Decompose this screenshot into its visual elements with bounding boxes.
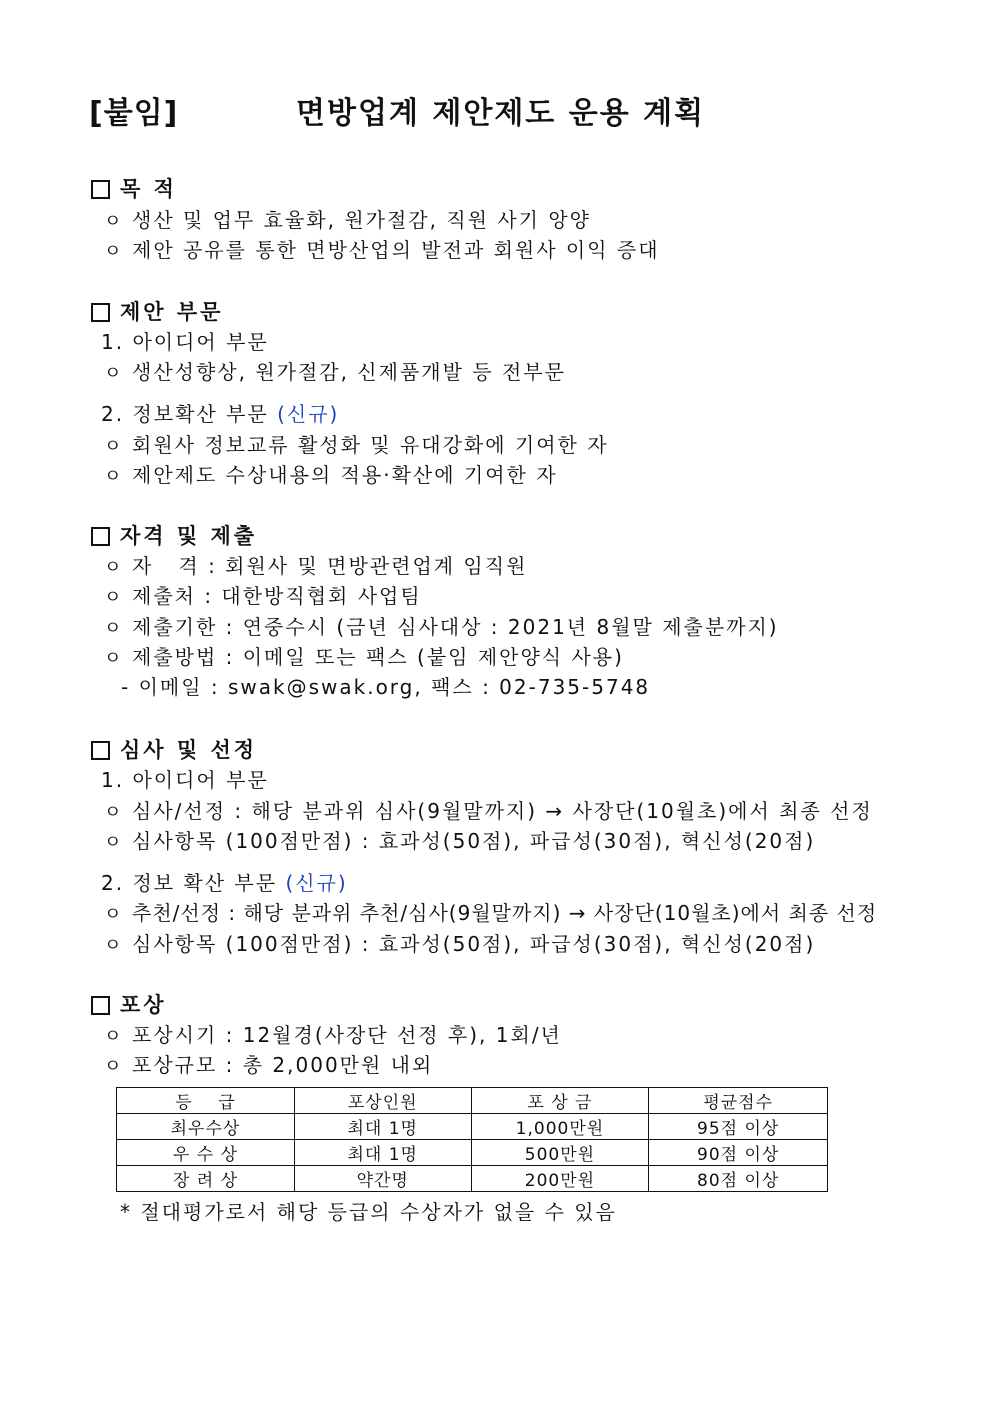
subsection-label-text: 2. 정보확산 부문 [101, 402, 269, 426]
table-cell: 최대 1명 [294, 1114, 471, 1140]
bullet-circle-icon: ㅇ [104, 935, 124, 956]
bullet-circle-icon: ㅇ [104, 211, 124, 232]
list-item [104, 897, 877, 926]
list-item-text: 생산성향상, 원가절감, 신제품개발 등 전부문 [132, 360, 566, 384]
table-header-cell: 포 상 금 [471, 1088, 649, 1114]
table-header-cell: 포상인원 [294, 1088, 471, 1114]
table-cell: 장 려 상 [117, 1166, 295, 1192]
checkbox-square-icon [91, 180, 110, 199]
table-row [117, 1166, 828, 1192]
section-heading-purpose-label: 목 적 [120, 177, 177, 201]
list-item [104, 204, 591, 233]
new-badge: (신규) [277, 402, 340, 426]
list-item [104, 611, 779, 640]
table-row [117, 1140, 828, 1166]
bullet-circle-icon: ㅇ [104, 904, 123, 925]
list-item-text: 제안제도 수상내용의 적용·확산에 기여한 자 [132, 463, 558, 487]
subsection-label: 1. 아이디어 부문 [101, 768, 269, 792]
section-heading-purpose [91, 173, 177, 203]
bullet-circle-icon: ㅇ [104, 587, 124, 608]
section-heading-fields [91, 296, 223, 326]
list-item-text: 회원사 정보교류 활성화 및 유대강화에 기여한 자 [132, 433, 609, 457]
list-item-text: 제출방법 : 이메일 또는 팩스 (붙임 제안양식 사용) [132, 645, 624, 669]
section-heading-eligibility [91, 520, 257, 550]
bullet-circle-icon: ㅇ [104, 557, 124, 578]
section-heading-eligibility-label: 자격 및 제출 [120, 524, 258, 548]
list-item-text: 포상규모 : 총 2,000만원 내외 [132, 1053, 434, 1077]
new-badge: (신규) [285, 871, 348, 895]
table-cell: 최대 1명 [294, 1140, 471, 1166]
section-heading-review [91, 734, 257, 764]
table-cell: 500만원 [471, 1140, 649, 1166]
bullet-circle-icon: ㅇ [104, 832, 124, 853]
bullet-circle-icon: ㅇ [104, 241, 124, 262]
list-item-text: 심사/선정 : 해당 분과위 심사(9월말까지) → 사장단(10월초)에서 최종 선정 [132, 799, 873, 823]
list-item-text: 자 격 : 회원사 및 면방관련업계 임직원 [132, 554, 528, 578]
table-header-cell: 평균점수 [649, 1088, 828, 1114]
section-heading-review-label: 심사 및 선정 [120, 738, 258, 762]
table-cell: 80점 이상 [649, 1166, 828, 1192]
list-item-text: 제출기한 : 연중수시 (금년 심사대상 : 2021년 8월말 제출분까지) [132, 615, 779, 639]
checkbox-square-icon [91, 741, 110, 760]
list-item-text: 심사항목 (100점만점) : 효과성(50점), 파급성(30점), 혁신성(20점) [132, 932, 816, 956]
list-item-text: 생산 및 업무 효율화, 원가절감, 직원 사기 앙양 [132, 208, 591, 232]
contact-line: - 이메일 : swak@swak.org, 팩스 : 02-735-5748 [121, 675, 651, 699]
list-item-text: 제안 공유를 통한 면방산업의 발전과 회원사 이익 증대 [132, 238, 660, 262]
list-item [104, 1019, 562, 1048]
table-cell: 1,000만원 [471, 1114, 649, 1140]
list-item [104, 825, 815, 854]
checkbox-square-icon [91, 996, 110, 1015]
bullet-circle-icon: ㅇ [104, 618, 124, 639]
subsection-label [101, 398, 339, 427]
list-item [104, 1049, 433, 1078]
table-cell: 95점 이상 [649, 1114, 828, 1140]
subsection-label-text: 2. 정보 확산 부문 [101, 871, 278, 895]
table-cell: 200만원 [471, 1166, 649, 1192]
list-item [104, 928, 815, 957]
page-title: 면방업계 제안제도 운용 계획 [296, 96, 706, 131]
list-item-text: 포상시기 : 12월경(사장단 선정 후), 1회/년 [132, 1023, 562, 1047]
list-item-text: 추천/선정 : 해당 분과위 추천/심사(9월말까지) → 사장단(10월초)에서 최종 선정 [132, 901, 878, 925]
bullet-circle-icon: ㅇ [104, 466, 124, 487]
list-item-text: 심사항목 (100점만점) : 효과성(50점), 파급성(30점), 혁신성(20점) [132, 829, 816, 853]
subsection-label [101, 867, 348, 896]
bullet-circle-icon: ㅇ [104, 1026, 124, 1047]
bullet-circle-icon: ㅇ [104, 802, 124, 823]
section-heading-fields-label: 제안 부문 [120, 300, 224, 324]
list-item [104, 550, 527, 579]
bullet-circle-icon: ㅇ [104, 648, 124, 669]
attachment-tag: [붙임] [89, 96, 179, 131]
list-item [104, 795, 873, 824]
list-item [104, 356, 566, 385]
table-cell: 최우수상 [117, 1114, 295, 1140]
table-cell: 90점 이상 [649, 1140, 828, 1166]
section-heading-award [91, 989, 167, 1019]
section-heading-award-label: 포상 [120, 993, 167, 1017]
award-table [116, 1087, 828, 1192]
table-cell: 약간명 [294, 1166, 471, 1192]
table-row [117, 1114, 828, 1140]
list-item [104, 429, 609, 458]
footnote: * 절대평가로서 해당 등급의 수상자가 없을 수 있음 [120, 1200, 617, 1224]
table-header-row [117, 1088, 828, 1114]
list-item [104, 641, 624, 670]
bullet-circle-icon: ㅇ [104, 1056, 124, 1077]
checkbox-square-icon [91, 527, 110, 546]
list-item-text: 제출처 : 대한방직협회 사업팀 [132, 584, 422, 608]
bullet-circle-icon: ㅇ [104, 363, 124, 384]
list-item [104, 580, 422, 609]
table-cell: 우 수 상 [117, 1140, 295, 1166]
bullet-circle-icon: ㅇ [104, 436, 124, 457]
list-item [104, 234, 660, 263]
table-header-cell: 등 급 [117, 1088, 295, 1114]
subsection-label: 1. 아이디어 부문 [101, 330, 269, 354]
list-item [104, 459, 558, 488]
checkbox-square-icon [91, 303, 110, 322]
